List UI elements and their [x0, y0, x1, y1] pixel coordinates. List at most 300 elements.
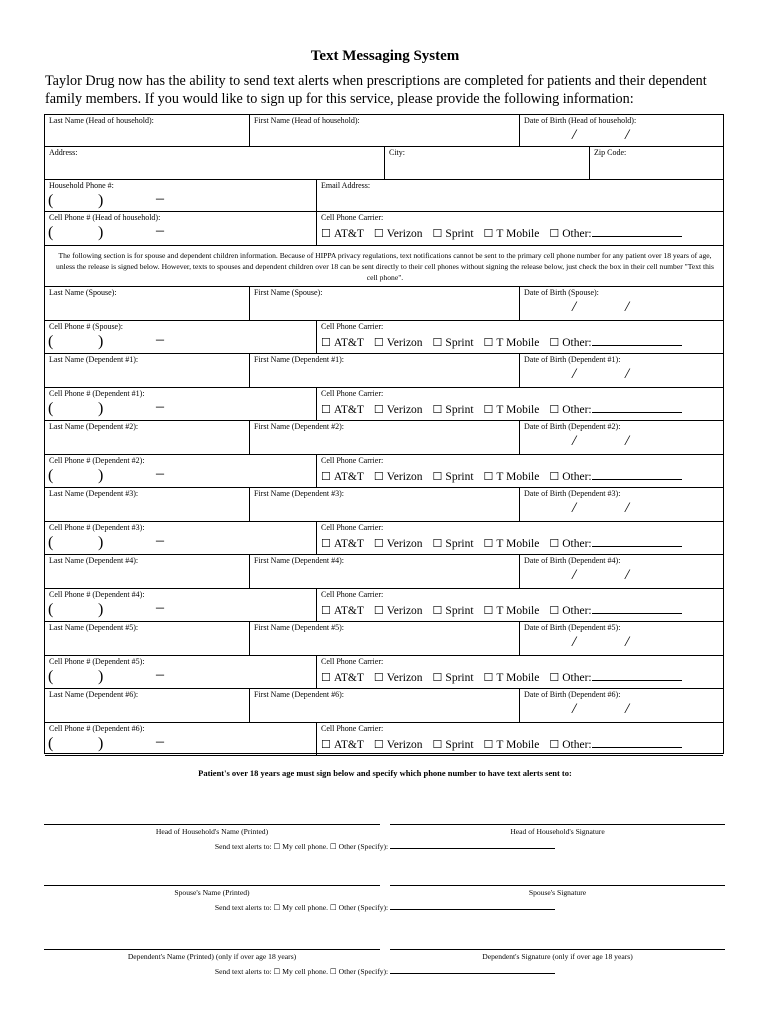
checkbox-icon[interactable]: ☐ [373, 337, 384, 349]
phone-number-field[interactable] [48, 733, 164, 753]
carrier-option-at-t[interactable] [321, 538, 364, 550]
carrier-option-other[interactable] [549, 228, 681, 240]
carrier-label: AT&T [333, 404, 364, 416]
carrier-option-sprint[interactable] [433, 672, 474, 684]
carrier-option-verizon[interactable] [374, 228, 423, 240]
checkbox-icon[interactable]: ☐ [549, 228, 560, 240]
other-carrier-input[interactable] [592, 226, 682, 237]
carrier-option-verizon[interactable] [374, 337, 423, 349]
phone-number-field[interactable] [48, 666, 164, 686]
other-carrier-input[interactable] [592, 737, 682, 748]
phone-dash: – [156, 465, 164, 482]
carrier-label: T Mobile [496, 672, 540, 684]
carrier-label: Other: [562, 538, 592, 550]
carrier-field-dependent-5[interactable] [317, 656, 723, 689]
carrier-option-verizon[interactable] [374, 404, 423, 416]
carrier-label: T Mobile [496, 605, 540, 617]
carrier-field-dependent-6[interactable] [317, 723, 723, 756]
other-phone-input[interactable] [390, 840, 555, 849]
date-of-birth-label: Date of Birth (Head of household): [524, 116, 637, 125]
checkbox-icon[interactable]: ☐ [483, 404, 494, 416]
date-of-birth-field-dependent-1[interactable] [520, 354, 723, 388]
carrier-options [321, 737, 682, 751]
hipaa-notice: The following section is for spouse and dependent children information. Because of HIPPA privacy regulations, text notifications cannot be sent to the primary cell phone number for any patient over 18 years of age, unless the release is signed below. However, texts to spouses and dependent children over 18 can be sent directly to their cell phones without signing the release below, just check the box in their cell number "Text this cell phone". [56, 251, 714, 282]
area-code-close-paren: ) [98, 601, 104, 618]
carrier-label: Other: [562, 605, 592, 617]
carrier-label: Cell Phone Carrier: [321, 456, 384, 465]
phone-number-field[interactable] [48, 532, 164, 552]
date-separator: / [625, 567, 630, 583]
signature-heading: Patient's over 18 years age must sign below and specify which phone number to have text alerts sent to: [198, 768, 572, 778]
date-of-birth-field-dependent-4[interactable] [520, 555, 723, 589]
area-code-close-paren: ) [98, 467, 104, 484]
date-of-birth-field-spouse[interactable] [520, 287, 723, 321]
carrier-label: AT&T [333, 605, 364, 617]
carrier-label: Other: [562, 337, 592, 349]
area-code-open-paren: ( [48, 400, 54, 417]
carrier-option-verizon[interactable] [374, 739, 423, 751]
carrier-option-verizon[interactable] [374, 672, 423, 684]
address-field[interactable] [45, 147, 385, 180]
cell-phone-field-dependent-2[interactable] [45, 455, 317, 488]
phone-dash: – [156, 733, 164, 750]
carrier-label: AT&T [333, 228, 364, 240]
date-of-birth-label: Date of Birth (Dependent #5): [524, 623, 621, 632]
signature-line[interactable] [390, 885, 725, 886]
signature-label: Spouse's Signature [528, 888, 587, 897]
carrier-option-other[interactable] [549, 739, 681, 751]
carrier-label: Verizon [386, 471, 423, 483]
checkbox-icon[interactable]: ☐ [549, 672, 560, 684]
carrier-label: Cell Phone Carrier: [321, 657, 384, 666]
carrier-label: Sprint [445, 605, 474, 617]
carrier-option-at-t[interactable] [321, 739, 364, 751]
registration-form [44, 114, 724, 754]
cell-phone-label: Cell Phone # (Dependent #1): [49, 389, 145, 398]
carrier-options [321, 402, 682, 416]
city-label: City: [389, 148, 406, 157]
phone-number-field[interactable] [48, 599, 164, 619]
date-separator: / [572, 433, 577, 449]
checkbox-icon[interactable]: ☐ [373, 228, 384, 240]
carrier-label: Sprint [445, 739, 474, 751]
carrier-label: Cell Phone Carrier: [321, 724, 384, 733]
zip-code-label: Zip Code: [594, 148, 627, 157]
area-code-open-paren: ( [48, 534, 54, 551]
area-code-close-paren: ) [98, 668, 104, 685]
checkbox-icon[interactable]: ☐ [321, 228, 331, 240]
carrier-label: Other: [562, 228, 592, 240]
area-code-open-paren: ( [48, 735, 54, 752]
send-alerts-text: Send text alerts to: ☐ My cell phone. ☐ Other (Specify): [214, 903, 389, 912]
other-carrier-input[interactable] [592, 536, 682, 547]
cell-phone-field-dependent-5[interactable] [45, 656, 317, 689]
carrier-label: T Mobile [496, 228, 540, 240]
area-code-open-paren: ( [48, 333, 54, 350]
first-name-label: First Name (Head of household): [254, 116, 360, 125]
carrier-option-sprint[interactable] [433, 337, 474, 349]
other-carrier-input[interactable] [592, 402, 682, 413]
carrier-options [321, 536, 682, 550]
other-phone-input[interactable] [390, 901, 555, 910]
last-name-field-head-of-household[interactable] [45, 115, 250, 147]
carrier-field-dependent-2[interactable] [317, 455, 723, 488]
checkbox-icon[interactable]: ☐ [549, 605, 560, 617]
carrier-option-verizon[interactable] [374, 538, 423, 550]
checkbox-icon[interactable]: ☐ [432, 538, 443, 550]
checkbox-icon[interactable]: ☐ [321, 471, 331, 483]
cell-phone-label: Cell Phone # (Dependent #5): [49, 657, 145, 666]
checkbox-icon[interactable]: ☐ [483, 672, 494, 684]
area-code-close-paren: ) [98, 333, 104, 350]
carrier-option-t-mobile[interactable] [484, 672, 540, 684]
carrier-option-other[interactable] [549, 404, 681, 416]
cell-phone-field-spouse[interactable] [45, 321, 317, 354]
email-field[interactable] [317, 180, 723, 212]
other-carrier-input[interactable] [592, 603, 682, 614]
printed-name-label: Head of Household's Name (Printed) [155, 827, 269, 836]
printed-name-line[interactable] [44, 949, 380, 950]
carrier-option-at-t[interactable] [321, 337, 364, 349]
first-name-label: First Name (Dependent #6): [254, 690, 344, 699]
first-name-label: First Name (Dependent #3): [254, 489, 344, 498]
date-separator: / [572, 127, 577, 143]
date-separator: / [625, 701, 630, 717]
last-name-label: Last Name (Dependent #5): [49, 623, 139, 632]
carrier-label: Verizon [386, 605, 423, 617]
cell-phone-field-head-of-household[interactable] [45, 212, 317, 246]
checkbox-icon[interactable]: ☐ [321, 538, 331, 550]
phone-number-field[interactable] [48, 222, 164, 242]
checkbox-icon[interactable]: ☐ [321, 337, 331, 349]
carrier-field-dependent-3[interactable] [317, 522, 723, 555]
phone-number-field[interactable] [48, 398, 164, 418]
area-code-close-paren: ) [98, 735, 104, 752]
carrier-label: Other: [562, 672, 592, 684]
first-name-field-dependent-3[interactable] [250, 488, 520, 522]
household-phone-field[interactable] [45, 180, 317, 212]
checkbox-icon[interactable]: ☐ [549, 404, 560, 416]
checkbox-icon[interactable]: ☐ [483, 605, 494, 617]
checkbox-icon[interactable]: ☐ [549, 538, 560, 550]
first-name-label: First Name (Spouse): [254, 288, 323, 297]
cell-phone-label: Cell Phone # (Dependent #6): [49, 724, 145, 733]
carrier-option-sprint[interactable] [433, 471, 474, 483]
checkbox-icon[interactable]: ☐ [373, 471, 384, 483]
send-alerts-text: Send text alerts to: ☐ My cell phone. ☐ Other (Specify): [214, 967, 389, 976]
area-code-close-paren: ) [98, 224, 104, 241]
zip-code-field[interactable] [590, 147, 723, 180]
signature-line[interactable] [390, 824, 725, 825]
date-separator: / [572, 500, 577, 516]
carrier-label: AT&T [333, 739, 364, 751]
last-name-field-spouse[interactable] [45, 287, 250, 321]
checkbox-icon[interactable]: ☐ [432, 672, 443, 684]
checkbox-icon[interactable]: ☐ [549, 471, 560, 483]
date-of-birth-label: Date of Birth (Dependent #2): [524, 422, 621, 431]
date-of-birth-field-dependent-3[interactable] [520, 488, 723, 522]
checkbox-icon[interactable]: ☐ [483, 471, 494, 483]
checkbox-icon[interactable]: ☐ [432, 337, 443, 349]
area-code-close-paren: ) [98, 400, 104, 417]
date-of-birth-label: Date of Birth (Dependent #6): [524, 690, 621, 699]
other-carrier-input[interactable] [592, 670, 682, 681]
phone-dash: – [156, 398, 164, 415]
first-name-field-dependent-5[interactable] [250, 622, 520, 656]
date-separator: / [625, 433, 630, 449]
carrier-label: AT&T [333, 672, 364, 684]
printed-name-label: Spouse's Name (Printed) [174, 888, 250, 897]
carrier-options [321, 603, 682, 617]
phone-number-field[interactable] [48, 190, 164, 210]
carrier-options [321, 670, 682, 684]
cell-phone-label: Cell Phone # (Head of household): [49, 213, 161, 222]
carrier-option-sprint[interactable] [433, 404, 474, 416]
checkbox-icon[interactable]: ☐ [432, 605, 443, 617]
date-of-birth-label: Date of Birth (Dependent #1): [524, 355, 621, 364]
first-name-field-dependent-4[interactable] [250, 555, 520, 589]
checkbox-icon[interactable]: ☐ [549, 739, 560, 751]
date-of-birth-label: Date of Birth (Spouse): [524, 288, 599, 297]
page-title: Text Messaging System [310, 48, 460, 64]
carrier-option-verizon[interactable] [374, 605, 423, 617]
phone-number-field[interactable] [48, 465, 164, 485]
checkbox-icon[interactable]: ☐ [373, 672, 384, 684]
area-code-open-paren: ( [48, 192, 54, 209]
checkbox-icon[interactable]: ☐ [321, 672, 331, 684]
carrier-label: T Mobile [496, 538, 540, 550]
carrier-option-at-t[interactable] [321, 605, 364, 617]
date-separator: / [572, 299, 577, 315]
checkbox-icon[interactable]: ☐ [432, 228, 443, 240]
carrier-label: Other: [562, 404, 592, 416]
carrier-label: Sprint [445, 471, 474, 483]
carrier-options [321, 469, 682, 483]
carrier-label: Cell Phone Carrier: [321, 213, 384, 222]
carrier-label: Other: [562, 471, 592, 483]
date-of-birth-label: Date of Birth (Dependent #4): [524, 556, 621, 565]
last-name-label: Last Name (Dependent #3): [49, 489, 139, 498]
last-name-field-dependent-2[interactable] [45, 421, 250, 455]
first-name-label: First Name (Dependent #4): [254, 556, 344, 565]
carrier-label: T Mobile [496, 404, 540, 416]
checkbox-icon[interactable]: ☐ [483, 337, 494, 349]
date-separator: / [625, 127, 630, 143]
date-separator: / [625, 634, 630, 650]
carrier-label: T Mobile [496, 739, 540, 751]
carrier-label: Cell Phone Carrier: [321, 590, 384, 599]
cell-phone-field-dependent-6[interactable] [45, 723, 317, 756]
cell-phone-label: Cell Phone # (Spouse): [49, 322, 123, 331]
date-of-birth-label: Date of Birth (Dependent #3): [524, 489, 621, 498]
last-name-label: Last Name (Head of household): [49, 116, 154, 125]
first-name-field-spouse[interactable] [250, 287, 520, 321]
area-code-open-paren: ( [48, 668, 54, 685]
first-name-label: First Name (Dependent #2): [254, 422, 344, 431]
carrier-field-head-of-household[interactable] [317, 212, 723, 246]
checkbox-icon[interactable]: ☐ [483, 739, 494, 751]
carrier-field-spouse[interactable] [317, 321, 723, 354]
send-alerts-option[interactable] [0, 901, 770, 912]
area-code-open-paren: ( [48, 224, 54, 241]
carrier-option-other[interactable] [549, 672, 681, 684]
checkbox-icon[interactable]: ☐ [373, 538, 384, 550]
carrier-option-at-t[interactable] [321, 471, 364, 483]
checkbox-icon[interactable]: ☐ [373, 739, 384, 751]
checkbox-icon[interactable]: ☐ [373, 404, 384, 416]
last-name-field-dependent-6[interactable] [45, 689, 250, 723]
phone-dash: – [156, 222, 164, 239]
city-field[interactable] [385, 147, 590, 180]
carrier-label: Verizon [386, 337, 423, 349]
carrier-option-t-mobile[interactable] [484, 228, 540, 240]
area-code-close-paren: ) [98, 192, 104, 209]
carrier-field-dependent-1[interactable] [317, 388, 723, 421]
cell-phone-label: Cell Phone # (Dependent #4): [49, 590, 145, 599]
carrier-label: Sprint [445, 337, 474, 349]
carrier-option-at-t[interactable] [321, 228, 364, 240]
cell-phone-field-dependent-1[interactable] [45, 388, 317, 421]
carrier-label: T Mobile [496, 471, 540, 483]
other-carrier-input[interactable] [592, 469, 682, 480]
checkbox-icon[interactable]: ☐ [483, 538, 494, 550]
send-alerts-text: Send text alerts to: ☐ My cell phone. ☐ Other (Specify): [214, 842, 389, 851]
phone-dash: – [156, 190, 164, 207]
signature-label: Dependent's Signature (only if over age 18 years) [482, 952, 633, 961]
carrier-option-other[interactable] [549, 471, 681, 483]
carrier-label: Cell Phone Carrier: [321, 322, 384, 331]
date-separator: / [572, 634, 577, 650]
last-name-field-dependent-4[interactable] [45, 555, 250, 589]
carrier-option-t-mobile[interactable] [484, 404, 540, 416]
carrier-option-t-mobile[interactable] [484, 739, 540, 751]
carrier-label: Sprint [445, 228, 474, 240]
carrier-label: T Mobile [496, 337, 540, 349]
area-code-open-paren: ( [48, 467, 54, 484]
carrier-options [321, 335, 682, 349]
date-of-birth-field-head-of-household[interactable] [520, 115, 723, 147]
last-name-field-dependent-3[interactable] [45, 488, 250, 522]
date-separator: / [572, 701, 577, 717]
area-code-open-paren: ( [48, 601, 54, 618]
date-separator: / [625, 500, 630, 516]
date-of-birth-field-dependent-2[interactable] [520, 421, 723, 455]
carrier-option-t-mobile[interactable] [484, 538, 540, 550]
carrier-label: AT&T [333, 538, 364, 550]
carrier-option-sprint[interactable] [433, 538, 474, 550]
cell-phone-field-dependent-3[interactable] [45, 522, 317, 555]
carrier-option-at-t[interactable] [321, 672, 364, 684]
checkbox-icon[interactable]: ☐ [432, 404, 443, 416]
carrier-option-other[interactable] [549, 605, 681, 617]
cell-phone-field-dependent-4[interactable] [45, 589, 317, 622]
checkbox-icon[interactable]: ☐ [321, 605, 331, 617]
first-name-label: First Name (Dependent #5): [254, 623, 344, 632]
carrier-option-sprint[interactable] [433, 739, 474, 751]
checkbox-icon[interactable]: ☐ [432, 739, 443, 751]
carrier-label: Verizon [386, 672, 423, 684]
printed-name-line[interactable] [44, 885, 380, 886]
phone-number-field[interactable] [48, 331, 164, 351]
carrier-option-sprint[interactable] [433, 605, 474, 617]
area-code-close-paren: ) [98, 534, 104, 551]
carrier-option-verizon[interactable] [374, 471, 423, 483]
checkbox-icon[interactable]: ☐ [373, 605, 384, 617]
last-name-label: Last Name (Dependent #1): [49, 355, 139, 364]
carrier-label: Other: [562, 739, 592, 751]
send-alerts-option[interactable] [0, 840, 770, 851]
date-separator: / [572, 366, 577, 382]
checkbox-icon[interactable]: ☐ [432, 471, 443, 483]
carrier-option-other[interactable] [549, 538, 681, 550]
carrier-option-t-mobile[interactable] [484, 471, 540, 483]
signature-line[interactable] [390, 949, 725, 950]
address-label: Address: [49, 148, 78, 157]
intro-paragraph: Taylor Drug now has the ability to send text alerts when prescriptions are completed for patients and their dependent family members. If you would like to sign up for this service, please provide the following information: [45, 73, 707, 107]
phone-dash: – [156, 599, 164, 616]
carrier-label: Verizon [386, 739, 423, 751]
carrier-label: Sprint [445, 672, 474, 684]
carrier-option-sprint[interactable] [433, 228, 474, 240]
carrier-label: Verizon [386, 404, 423, 416]
first-name-field-head-of-household[interactable] [250, 115, 520, 147]
carrier-options [321, 226, 682, 240]
carrier-label: Verizon [386, 538, 423, 550]
date-separator: / [572, 567, 577, 583]
printed-name-label: Dependent's Name (Printed) (only if over age 18 years) [127, 952, 297, 961]
carrier-option-t-mobile[interactable] [484, 337, 540, 349]
last-name-field-dependent-5[interactable] [45, 622, 250, 656]
carrier-label: Verizon [386, 228, 423, 240]
carrier-option-other[interactable] [549, 337, 681, 349]
household-phone-label: Household Phone #: [49, 181, 114, 190]
checkbox-icon[interactable]: ☐ [483, 228, 494, 240]
carrier-option-at-t[interactable] [321, 404, 364, 416]
date-of-birth-field-dependent-6[interactable] [520, 689, 723, 723]
other-carrier-input[interactable] [592, 335, 682, 346]
checkbox-icon[interactable]: ☐ [549, 337, 560, 349]
carrier-option-t-mobile[interactable] [484, 605, 540, 617]
last-name-field-dependent-1[interactable] [45, 354, 250, 388]
carrier-label: Cell Phone Carrier: [321, 523, 384, 532]
last-name-label: Last Name (Dependent #2): [49, 422, 139, 431]
cell-phone-label: Cell Phone # (Dependent #3): [49, 523, 145, 532]
checkbox-icon[interactable]: ☐ [321, 739, 331, 751]
printed-name-line[interactable] [44, 824, 380, 825]
first-name-field-dependent-2[interactable] [250, 421, 520, 455]
carrier-label: AT&T [333, 471, 364, 483]
other-phone-input[interactable] [390, 965, 555, 974]
carrier-field-dependent-4[interactable] [317, 589, 723, 622]
email-label: Email Address: [321, 181, 371, 190]
phone-dash: – [156, 532, 164, 549]
signature-label: Head of Household's Signature [510, 827, 605, 836]
last-name-label: Last Name (Dependent #6): [49, 690, 139, 699]
carrier-label: Cell Phone Carrier: [321, 389, 384, 398]
first-name-field-dependent-6[interactable] [250, 689, 520, 723]
carrier-label: AT&T [333, 337, 364, 349]
checkbox-icon[interactable]: ☐ [321, 404, 331, 416]
date-separator: / [625, 299, 630, 315]
send-alerts-option[interactable] [0, 965, 770, 976]
carrier-label: Sprint [445, 538, 474, 550]
phone-dash: – [156, 331, 164, 348]
carrier-label: Sprint [445, 404, 474, 416]
date-of-birth-field-dependent-5[interactable] [520, 622, 723, 656]
last-name-label: Last Name (Dependent #4): [49, 556, 139, 565]
first-name-field-dependent-1[interactable] [250, 354, 520, 388]
last-name-label: Last Name (Spouse): [49, 288, 117, 297]
